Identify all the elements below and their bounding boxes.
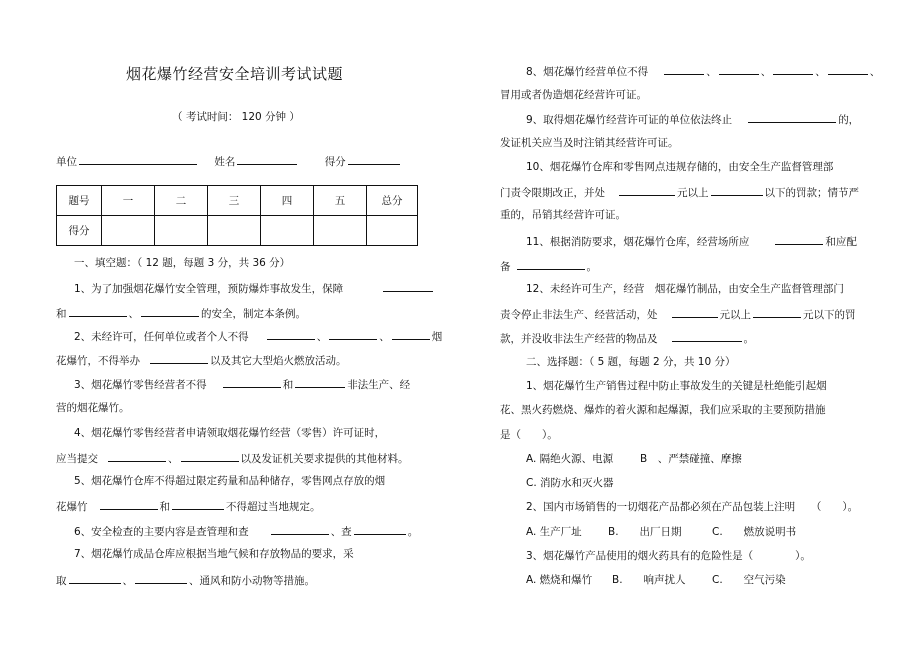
- q7-blank-2[interactable]: [135, 572, 187, 584]
- q7-blank-1[interactable]: [69, 572, 121, 584]
- q12-blank-3[interactable]: [672, 330, 742, 342]
- q12-line2: [500, 306, 856, 322]
- q8-sep-4: 、: [869, 66, 881, 78]
- q2-blank-2[interactable]: [329, 328, 377, 340]
- exam-time: （ 考试时间： 120 分钟 ）: [172, 111, 300, 123]
- q4-blank-2[interactable]: [181, 450, 239, 462]
- c1-line1: 1、烟花爆竹生产销售过程中防止事故发生的关键是杜绝能引起烟: [526, 380, 827, 392]
- c3-option-b[interactable]: B. 响声扰人: [612, 574, 686, 586]
- section-choice-heading: 二、选择题：（ 5 题，每题 2 分，共 10 分）: [526, 356, 736, 368]
- q1-line1: [74, 280, 435, 296]
- q8-line1: [526, 63, 880, 79]
- q1-text-3: 的安全，制定本条例。: [201, 308, 306, 320]
- q11-line1: [526, 233, 857, 249]
- q3-line2: 营的烟花爆竹。: [56, 402, 130, 414]
- q2-sep-2: 、: [379, 331, 390, 343]
- q3-text-3: 非法生产、经: [347, 379, 411, 391]
- q2-text-4: 以及其它大型焰火燃放活动。: [210, 355, 347, 367]
- q2-blank-3[interactable]: [392, 328, 430, 340]
- q8-blank-2[interactable]: [719, 63, 759, 75]
- q7-line1: 7、烟花爆竹成品仓库应根据当地气候和存放物品的要求，采: [74, 548, 354, 560]
- q11-text-4: 。: [586, 261, 597, 273]
- c3-question: 3、烟花爆竹产品使用的烟火药具有的危险性是（ ）。: [526, 550, 811, 562]
- q8-line2: 冒用或者伪造烟花经营许可证。: [500, 89, 647, 101]
- q4-text-2: 以及发证机关要求提供的其他材料。: [240, 453, 409, 465]
- q5-text-2: 和: [159, 501, 170, 513]
- header-cell-number: 题号: [57, 186, 102, 216]
- score-cell-4[interactable]: [261, 216, 314, 246]
- score-blank[interactable]: [348, 153, 400, 165]
- c2-option-c[interactable]: C. 燃放说明书: [712, 526, 797, 538]
- q4-blank-1[interactable]: [108, 450, 166, 462]
- score-table-header-row: [57, 186, 418, 216]
- q7-text-2: 通风和防小动物等措施。: [199, 575, 315, 587]
- q5-text-3: 不得超过当地规定。: [226, 501, 321, 513]
- q12-text-2: 元以上: [719, 309, 751, 321]
- q10-line2: [500, 184, 859, 200]
- c2-option-b[interactable]: B. 出厂日期: [608, 526, 682, 538]
- c1-option-b[interactable]: B 、严禁碰撞、摩擦: [640, 453, 742, 465]
- q5-text: 花爆竹: [56, 501, 88, 513]
- q2-text: 2、未经许可，任何单位或者个人不得: [74, 331, 249, 343]
- q6-text-3: 。: [407, 526, 419, 538]
- c2-option-a[interactable]: A. 生产厂址: [526, 526, 582, 538]
- score-cell-5[interactable]: [314, 216, 367, 246]
- q3-blank-2[interactable]: [295, 376, 345, 388]
- score-cell-3[interactable]: [208, 216, 261, 246]
- q12-blank-1[interactable]: [672, 306, 718, 318]
- q7-sep-1: 、: [122, 575, 133, 587]
- q11-blank-1[interactable]: [775, 233, 823, 245]
- q12-text-3: 元以下的罚: [803, 309, 856, 321]
- q2-blank-4[interactable]: [150, 352, 208, 364]
- q1-blank-3[interactable]: [141, 305, 199, 317]
- q7-sep-2: 、: [189, 575, 200, 587]
- header-cell-4: 四: [261, 186, 314, 216]
- header-cell-2: 二: [155, 186, 208, 216]
- header-cell-1: 一: [102, 186, 155, 216]
- q7-text: 取: [56, 575, 67, 587]
- q4-line2: [56, 450, 409, 466]
- q1-text-2: 和: [56, 308, 67, 320]
- q3-text: 3、烟花爆竹零售经营者不得: [74, 379, 207, 391]
- info-line: [56, 153, 402, 169]
- q8-text: 8、烟花爆竹经营单位不得: [526, 66, 649, 78]
- q10-blank-2[interactable]: [711, 184, 763, 196]
- q6-line: [74, 523, 418, 539]
- score-cell-2[interactable]: [155, 216, 208, 246]
- q2-text-3: 花爆竹，不得举办: [56, 355, 140, 367]
- q2-sep-1: 、: [316, 331, 328, 343]
- c3-option-c[interactable]: C. 空气污染: [712, 574, 786, 586]
- q12-text: 责令停止非法生产、经营活动，处: [500, 309, 658, 321]
- q3-line1: [74, 376, 410, 392]
- c1-line3: 是（ ）。: [500, 429, 558, 441]
- q9-text-2: 的，: [838, 114, 860, 126]
- q2-line2: [56, 352, 347, 368]
- score-cell-total[interactable]: [367, 216, 418, 246]
- q5-line1: 5、烟花爆竹仓库不得超过限定药量和品种储存，零售网点存放的烟: [74, 475, 386, 487]
- unit-label: 单位: [56, 156, 77, 168]
- q5-blank-1[interactable]: [100, 498, 158, 510]
- q7-line2: [56, 572, 315, 588]
- q2-blank-1[interactable]: [267, 328, 315, 340]
- c1-option-c[interactable]: C. 消防水和灭火器: [526, 477, 614, 489]
- q12-text-5: 。: [743, 333, 754, 345]
- name-blank[interactable]: [237, 153, 297, 165]
- q10-blank-1[interactable]: [619, 184, 675, 196]
- q6-blank-1[interactable]: [271, 523, 329, 535]
- q10-text-2: 元以上: [677, 187, 709, 199]
- q8-blank-3[interactable]: [773, 63, 813, 75]
- score-table-score-row: [57, 216, 418, 246]
- q11-text-3: 备: [500, 261, 511, 273]
- header-cell-3: 三: [208, 186, 261, 216]
- q10-line3: 重的，吊销其经营许可证。: [500, 209, 626, 221]
- q11-line2: [500, 258, 597, 274]
- q8-sep-1: 、: [706, 66, 717, 78]
- q12-text-4: 款，并没收非法生产经营的物品及: [500, 333, 658, 345]
- q9-line2: 发证机关应当及时注销其经营许可证。: [500, 137, 679, 149]
- c1-line2: 花、黑火药燃烧、爆炸的着火源和起爆源，我们应采取的主要预防措施: [500, 404, 826, 416]
- q11-blank-2[interactable]: [517, 258, 585, 270]
- q1-blank-1[interactable]: [383, 280, 433, 292]
- q8-sep-2: 、: [760, 66, 772, 78]
- c3-option-a[interactable]: A. 燃烧和爆竹: [526, 574, 593, 586]
- q1-text: 1、为了加强烟花爆竹安全管理，预防爆炸事故发生，保障: [74, 283, 344, 295]
- q3-text-2: 和: [282, 379, 294, 391]
- c1-option-a[interactable]: A. 隔绝火源、电源: [526, 453, 614, 465]
- q9-line1: [526, 111, 859, 127]
- q2-line1: [74, 328, 442, 344]
- q9-blank-1[interactable]: [748, 111, 836, 123]
- q4-sep: 、: [168, 453, 179, 465]
- q6-text-2: 、查: [330, 526, 352, 538]
- page-title: 烟花爆竹经营安全培训考试试题: [126, 65, 344, 83]
- q4-text: 应当提交: [56, 453, 98, 465]
- name-label: 姓名: [214, 156, 236, 168]
- q10-line1: 10、烟花爆竹仓库和零售网点违规存储的，由安全生产监督管理部: [526, 161, 834, 173]
- q10-text: 门责令限期改正，并处: [500, 187, 605, 199]
- q9-text: 9、取得烟花爆竹经营许可证的单位依法终止: [526, 114, 733, 126]
- q8-blank-4[interactable]: [828, 63, 868, 75]
- q10-text-3: 以下的罚款；情节严: [764, 187, 859, 199]
- q4-line1: 4、烟花爆竹零售经营者申请领取烟花爆竹经营（零售）许可证时，: [74, 427, 386, 439]
- q6-blank-2[interactable]: [354, 523, 406, 535]
- q3-blank-1[interactable]: [223, 376, 281, 388]
- q12-line1: 12、未经许可生产，经营 烟花爆竹制品，由安全生产监督管理部门: [526, 283, 844, 295]
- q1-blank-2[interactable]: [69, 305, 127, 317]
- q11-text-2: 和应配: [825, 236, 857, 248]
- q5-line2: [56, 498, 321, 514]
- score-label: 得分: [324, 156, 346, 168]
- q11-text: 11、根据消防要求，烟花爆竹仓库，经营场所应: [526, 236, 750, 248]
- header-cell-total: 总分: [367, 186, 418, 216]
- q2-text-2: 烟: [431, 331, 443, 343]
- header-cell-5: 五: [314, 186, 367, 216]
- unit-blank[interactable]: [79, 153, 197, 165]
- section-fill-blank-heading: 一、填空题：（ 12 题，每题 3 分，共 36 分）: [74, 257, 291, 269]
- q12-blank-2[interactable]: [753, 306, 801, 318]
- c2-question: 2、国内市场销售的一切烟花产品都必须在产品包装上注明 （ ）。: [526, 501, 859, 513]
- q8-sep-3: 、: [815, 66, 826, 78]
- q6-text: 6、安全检查的主要内容是查管理和查: [74, 526, 249, 538]
- q5-blank-2[interactable]: [172, 498, 224, 510]
- q8-blank-1[interactable]: [664, 63, 704, 75]
- score-table: [56, 185, 418, 246]
- row-label-score: 得分: [57, 216, 102, 246]
- q1-line2: 和 、 的安全，制定本条例。: [56, 305, 306, 321]
- score-cell-1[interactable]: [102, 216, 155, 246]
- q12-line3: [500, 330, 754, 346]
